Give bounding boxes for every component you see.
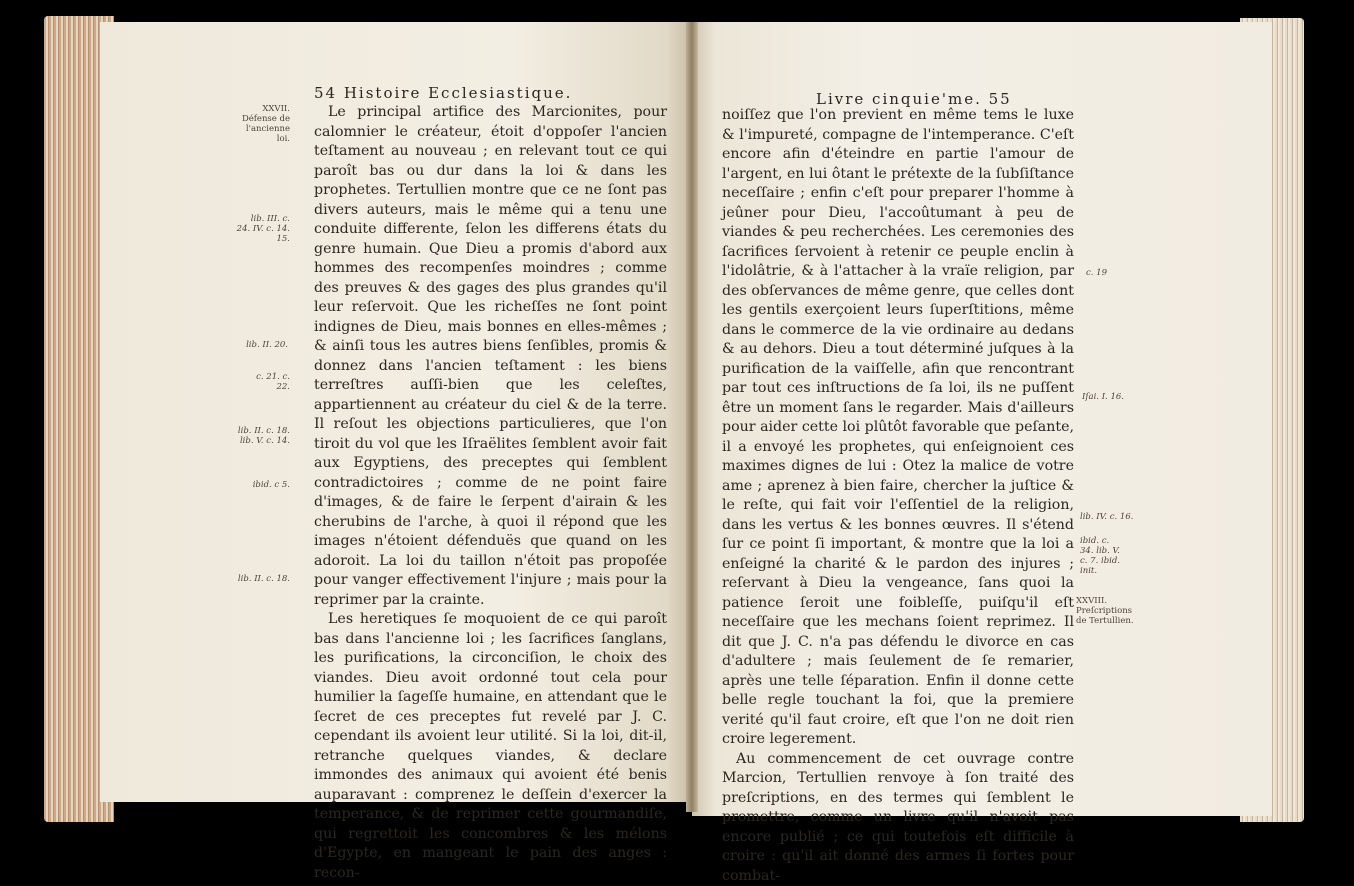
margin-note: lib. II. c. 18. lib. V. c. 14. [234, 426, 290, 446]
paragraph: Le principal artifice des Marcionites, pour calomnier le créateur, étoit d'oppoſer l'ancien teſtament au nouveau ; en relevant tout ce qui paroît bas ou dur dans la loi & dans les prophetes. Tertullien montre que ce ne ſont pas divers auteurs, mais le même qui a tenu une conduite differente, ſelon les differens états du genre humain. Que Dieu a promis d'abord aux hommes des recompenſes moindres ; comme des preuves & des gages des plus grandes qu'il leur reſervoit. Que les richeſſes ne ſont point indignes de Dieu, mais bonnes en elles-mêmes ; & ainſi tous les autres biens ſenſibles, promis & donnez dans l'ancien teſtament : les biens terreſtres auſſi-bien que les celeſtes, appartiennent au créateur du ciel & de la terre. Il reſout les objections particulieres, que l'on tiroit du vol que les Iſraëlites ſemblent avoir fait aux Egyptiens, des preceptes qui ſemblent contradictoires ; comme de ne point faire d'images, & de faire le ſerpent d'airain & les cherubins de l'arche, à quoi il répond que les images n'étoient défenduës que quand on les adoroit. La loi du taillon n'étoit pas propoſée pour vanger effectivement l'injure ; mais pour la reprimer par la crainte. [314, 103, 667, 610]
left-page-header: 54 Histoire Ecclesiastique. [314, 84, 572, 102]
paragraph: Au commencement de cet ouvrage contre Marcion, Tertullien renvoye à ſon traité des preſcriptions, en des termes qui ſemblent le promettre, comme un livre qu'il n'avoit pas encore publié ; ce qui toutefois eſt difficile à croire : qu'il ait donné des armes ſi fortes pour combat- [722, 750, 1074, 886]
margin-note: lib. III. c. 24. IV. c. 14. 15. [236, 214, 290, 244]
margin-note: Iſai. I. 16. [1082, 392, 1138, 402]
right-page-body [722, 106, 1074, 886]
book-gutter [686, 22, 698, 812]
left-page-body [314, 103, 667, 883]
margin-note: XXVIII. Preſcriptions de Tertullien. [1076, 596, 1144, 626]
margin-note: lib. II. 20. [236, 340, 288, 350]
margin-note: ibid. c. 34. lib. V. c. 7. ibid. init. [1080, 536, 1124, 576]
right-page-header: Livre cinquie'me. 55 [816, 90, 1012, 108]
paragraph: noiſſez que l'on previent en même tems le luxe & l'impureté, compagne de l'intemperance. C'eſt encore afin d'éteindre en partie l'amour de l'argent, en lui ôtant le prétexte de la ſubſiſtance neceſſaire ; enfin c'eſt pour preparer l'homme à jeûner pour Dieu, l'accoûtumant à peu de viandes & peu recherchées. Les ceremonies des ſacrifices ſervoient à retenir ce peuple enclin à l'idolâtrie, & à l'attacher à la vraïe religion, par des obſervances de même genre, que celles dont les gentils exerçoient leurs ſuperſtitions, même dans le commerce de la vie ordinaire au dedans & au dehors. Dieu a tout déterminé juſques à la purification de la vaiſſelle, afin que rencontrant par tout ces inſtructions de ſa loi, ils ne puſſent être un moment ſans le regarder. Mais d'ailleurs pour aider cette loi plûtôt favorable que peſante, il a envoyé les prophetes, qui enſeignoient ces maximes dignes de lui : Otez la malice de votre ame ; aprenez à bien faire, chercher la juſtice & le reſte, qui fait voir l'eſſentiel de la religion, dans les vertus & les bonnes œuvres. Il s'étend ſur ce point ſi important, & montre que la loi a enſeigné la charité & le pardon des injures ; reſervant à Dieu la vengeance, ſans quoi la patience ſeroit une foibleſſe, puiſqu'il eſt neceſſaire que les mechans ſoient reprimez. Il dit que J. C. n'a pas défendu le divorce en cas d'adultere ; mais ſeulement de ſe remarier, après une telle ſéparation. Enfin il donne cette belle regle touchant la foi, que la premiere verité qu'il faut croire, eſt que l'on ne doit rien croire legerement. [722, 106, 1074, 750]
margin-note: ibid. c 5. [240, 480, 290, 490]
margin-note: c. 19 [1086, 268, 1136, 278]
margin-note: lib. IV. c. 16. [1080, 512, 1138, 522]
margin-note: lib. II. c. 18. [236, 574, 290, 584]
paragraph: Les heretiques ſe moquoient de ce qui paroît bas dans l'ancienne loi ; les ſacrifices ſanglans, les purifications, la circonciſion, le choix des viandes. Dieu avoit ordonné tout cela pour humilier la ſageſſe humaine, en attendant que le ſecret de ces preceptes fut revelé par J. C. cependant ils avoient leur utilité. Si la loi, dit-il, retranche quelques viandes, & declare immondes des animaux qui avoient été benis auparavant : comprenez le deſſein d'exercer la temperance, & de reprimer cette gourmandiſe, qui regrettoit les concombres & les mélons d'Egypte, en mangeant le pain des anges : recon- [314, 610, 667, 883]
margin-note: XXVII. Défense de l'ancienne loi. [240, 104, 290, 144]
margin-note: c. 21. c. 22. [246, 372, 290, 392]
